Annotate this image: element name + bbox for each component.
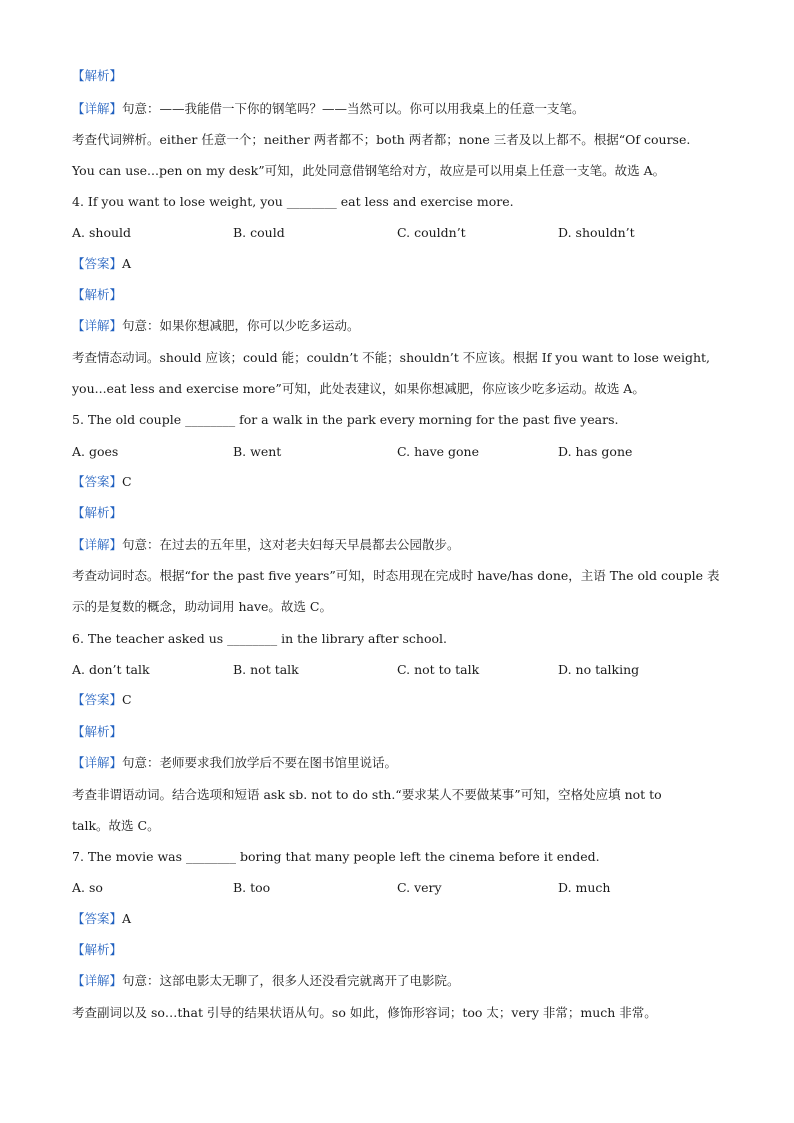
analysis-line: You can use...pen on my desk”可知，此处同意借钢笔给对方，故应是可以用桌上任意一支笔。故选 A。 (72, 163, 666, 178)
question-stem: 4. If you want to lose weight, you ________ eat less and exercise more. (72, 194, 514, 209)
analysis-line: 考查非谓语动词。结合选项和短语 ask sb. not to do sth.“要求某人不要做某事”可知，空格处应填 not to (72, 787, 662, 802)
analysis-line: 示的是复数的概念，助动词用 have。故选 C。 (72, 599, 332, 614)
xiangjie-text: 句意：如果你想减肥，你可以少吃多运动。 (122, 318, 360, 333)
xiangjie-label: 【详解】 (72, 318, 123, 333)
xiangjie-line (72, 755, 397, 771)
xiangjie-label: 【详解】 (72, 973, 123, 988)
analysis-line: talk。故选 C。 (72, 818, 160, 833)
option-c: C. very (397, 880, 442, 895)
option-c: C. not to talk (397, 662, 480, 677)
xiangjie-label: 【详解】 (72, 755, 123, 770)
option-c: C. have gone (397, 444, 479, 459)
answer-label: 【答案】 (72, 256, 123, 271)
answer-line (72, 256, 131, 272)
option-a: A. should (72, 225, 132, 240)
xiangjie-line (72, 318, 360, 334)
answer-line (72, 474, 132, 490)
answer-label: 【答案】 (72, 474, 123, 489)
option-d: D. much (558, 880, 611, 895)
xiangjie-text: 句意：——我能借一下你的钢笔吗？——当然可以。你可以用我桌上的任意一支笔。 (122, 101, 585, 116)
xiangjie-text: 句意：这部电影太无聊了，很多人还没看完就离开了电影院。 (122, 973, 460, 988)
analysis-line: you...eat less and exercise more”可知，此处表建议，如果你想减肥，你应该少吃多运动。故选 A。 (72, 381, 645, 396)
analysis-line: 考查代词辨析。either 任意一个；neither 两者都不；both 两者都；none 三者及以上都不。根据“Of course. (72, 132, 691, 147)
answer-label: 【答案】 (72, 911, 123, 926)
xiangjie-line (72, 973, 460, 989)
xiangjie-label: 【详解】 (72, 101, 123, 116)
option-b: B. not talk (233, 662, 299, 677)
question-stem: 7. The movie was ________ boring that many people left the cinema before it ended. (72, 849, 600, 864)
jiexi-label: 【解析】 (72, 724, 123, 739)
answer-label: 【答案】 (72, 692, 123, 707)
option-b: B. went (233, 444, 282, 459)
xiangjie-label: 【详解】 (72, 537, 123, 552)
answer-value: A (122, 256, 132, 271)
answer-value: C (122, 474, 132, 489)
xiangjie-line (72, 537, 460, 553)
option-d: D. shouldn’t (558, 225, 635, 240)
question-stem: 6. The teacher asked us ________ in the library after school. (72, 631, 447, 646)
xiangjie-line (72, 101, 585, 117)
answer-line (72, 692, 132, 708)
answer-line (72, 911, 131, 927)
jiexi-label: 【解析】 (72, 68, 123, 83)
option-c: C. couldn’t (397, 225, 466, 240)
question-stem: 5. The old couple ________ for a walk in the park every morning for the past five years. (72, 412, 619, 427)
option-b: B. could (233, 225, 285, 240)
jiexi-label: 【解析】 (72, 942, 123, 957)
answer-value: A (122, 911, 132, 926)
xiangjie-text: 句意：在过去的五年里，这对老夫妇每天早晨都去公园散步。 (122, 537, 460, 552)
jiexi-label: 【解析】 (72, 505, 123, 520)
xiangjie-text: 句意：老师要求我们放学后不要在图书馆里说话。 (122, 755, 398, 770)
answer-value: C (122, 692, 132, 707)
option-b: B. too (233, 880, 271, 895)
analysis-line: 考查副词以及 so…that 引导的结果状语从句。so 如此，修饰形容词；too 太；very 非常；much 非常。 (72, 1005, 657, 1020)
option-a: A. don’t talk (72, 662, 150, 677)
analysis-line: 考查动词时态。根据“for the past five years”可知，时态用现在完成时 have/has done，主语 The old couple 表 (72, 568, 720, 583)
option-a: A. so (72, 880, 103, 895)
jiexi-label: 【解析】 (72, 287, 123, 302)
option-d: D. has gone (558, 444, 633, 459)
option-a: A. goes (72, 444, 119, 459)
option-d: D. no talking (558, 662, 640, 677)
analysis-line: 考查情态动词。should 应该；could 能；couldn’t 不能；shouldn’t 不应该。根据 If you want to lose weight, (72, 350, 711, 365)
